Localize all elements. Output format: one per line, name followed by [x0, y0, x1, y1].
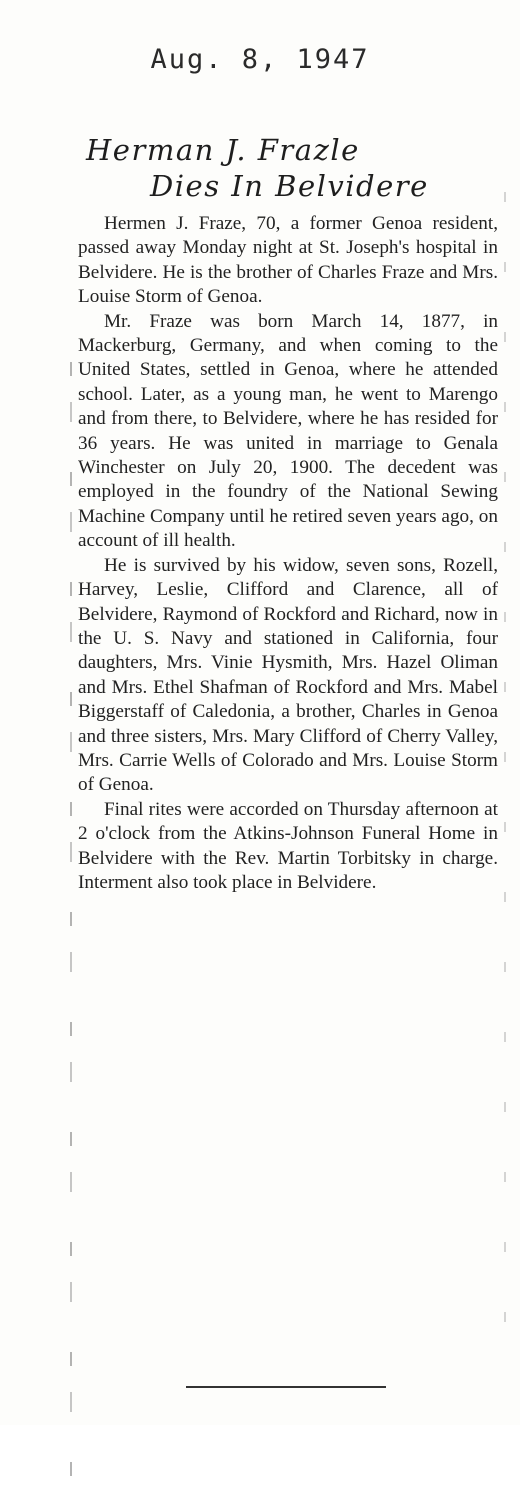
clipping-left-edge: [70, 362, 72, 1492]
article-body: [78, 212, 498, 895]
end-rule: [186, 1386, 386, 1388]
headline-line-1: Herman J. Frazle: [86, 133, 360, 167]
article-paragraph-2: Mr. Fraze was born March 14, 1877, in Mackerburg, Germany, and when coming to the United States, settled in Genoa, where he attended school. Later, as a young man, he went to Marengo and from there, to Belvidere, where he has resided for 36 years. He was united in marriage to Genala Winchester on July 20, 1900. The decedent was employed in the foundry of the National Sewing Machine Company until he retired seven years ago, on account of ill health.: [78, 310, 498, 552]
article-paragraph-4: Final rites were accorded on Thursday afternoon at 2 o'clock from the Atkins-Johnson Funeral Home in Belvidere with the Rev. Martin Torbitsky in charge. Interment also took place in Belvidere.: [78, 798, 498, 893]
newspaper-clipping: [78, 132, 498, 1382]
article-paragraph-3: He is survived by his widow, seven sons, Rozell, Harvey, Leslie, Clifford and Clarence, all of Belvidere, Raymond of Rockford and Richard, now in the U. S. Navy and stationed in California, four daughters, Mrs. Vinie Hysmith, Mrs. Hazel Oliman and Mrs. Ethel Shafman of Rockford and Mrs. Mabel Biggerstaff of Caledonia, a brother, Charles in Genoa and three sisters, Mrs. Mary Clifford of Cherry Valley, Mrs. Carrie Wells of Colorado and Mrs. Louise Storm of Genoa.: [78, 554, 498, 796]
headline: [78, 132, 498, 204]
clipping-right-edge: [504, 192, 506, 1372]
article-paragraph-1: Hermen J. Fraze, 70, a former Genoa resident, passed away Monday night at St. Joseph's hospital in Belvidere. He is the brother of Charles Fraze and Mrs. Louise Storm of Genoa.: [78, 213, 498, 308]
headline-line-2: Dies In Belvidere: [150, 169, 429, 203]
date-stamp: Aug. 8, 1947: [150, 44, 370, 75]
